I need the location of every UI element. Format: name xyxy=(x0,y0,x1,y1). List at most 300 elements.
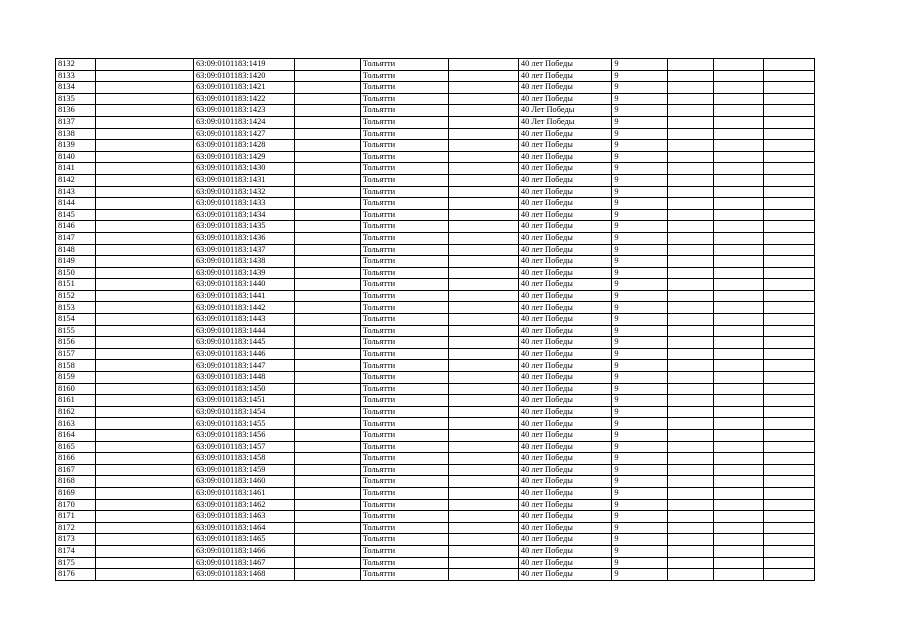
street-cell: 40 лет Победы xyxy=(518,314,611,326)
cadastral-number-cell: 63:09:0101183:1460 xyxy=(193,476,294,488)
empty-cell xyxy=(96,186,194,198)
empty-cell xyxy=(763,534,814,546)
house-number-cell: 9 xyxy=(612,302,668,314)
empty-cell xyxy=(713,372,763,384)
empty-cell xyxy=(668,464,714,476)
city-cell: Тольятти xyxy=(360,337,448,349)
city-cell: Тольятти xyxy=(360,70,448,82)
empty-cell xyxy=(668,337,714,349)
empty-cell xyxy=(763,59,814,71)
cadastral-number-cell: 63:09:0101183:1457 xyxy=(193,441,294,453)
city-cell: Тольятти xyxy=(360,453,448,465)
empty-cell xyxy=(763,151,814,163)
cadastral-number-cell: 63:09:0101183:1419 xyxy=(193,59,294,71)
table-row xyxy=(56,557,815,569)
empty-cell xyxy=(713,406,763,418)
street-cell: 40 лет Победы xyxy=(518,244,611,256)
table-row xyxy=(56,105,815,117)
city-cell: Тольятти xyxy=(360,290,448,302)
empty-cell xyxy=(763,267,814,279)
street-cell: 40 лет Победы xyxy=(518,163,611,175)
empty-cell xyxy=(668,453,714,465)
row-number-cell: 8145 xyxy=(56,209,96,221)
house-number-cell: 9 xyxy=(612,209,668,221)
empty-cell xyxy=(763,522,814,534)
cadastral-number-cell: 63:09:0101183:1421 xyxy=(193,82,294,94)
city-cell: Тольятти xyxy=(360,163,448,175)
empty-cell xyxy=(96,140,194,152)
street-cell: 40 лет Победы xyxy=(518,128,611,140)
empty-cell xyxy=(96,487,194,499)
empty-cell xyxy=(96,557,194,569)
house-number-cell: 9 xyxy=(612,140,668,152)
cadastral-number-cell: 63:09:0101183:1445 xyxy=(193,337,294,349)
row-number-cell: 8134 xyxy=(56,82,96,94)
row-number-cell: 8141 xyxy=(56,163,96,175)
empty-cell xyxy=(96,116,194,128)
house-number-cell: 9 xyxy=(612,186,668,198)
cadastral-number-cell: 63:09:0101183:1466 xyxy=(193,545,294,557)
empty-cell xyxy=(668,302,714,314)
empty-cell xyxy=(96,441,194,453)
street-cell: 40 лет Победы xyxy=(518,534,611,546)
row-number-cell: 8150 xyxy=(56,267,96,279)
empty-cell xyxy=(295,325,361,337)
cadastral-number-cell: 63:09:0101183:1454 xyxy=(193,406,294,418)
row-number-cell: 8175 xyxy=(56,557,96,569)
house-number-cell: 9 xyxy=(612,290,668,302)
empty-cell xyxy=(295,453,361,465)
row-number-cell: 8149 xyxy=(56,256,96,268)
cadastral-number-cell: 63:09:0101183:1429 xyxy=(193,151,294,163)
empty-cell xyxy=(763,93,814,105)
empty-cell xyxy=(295,70,361,82)
empty-cell xyxy=(295,105,361,117)
empty-cell xyxy=(448,198,518,210)
city-cell: Тольятти xyxy=(360,325,448,337)
house-number-cell: 9 xyxy=(612,476,668,488)
row-number-cell: 8173 xyxy=(56,534,96,546)
empty-cell xyxy=(763,279,814,291)
empty-cell xyxy=(763,325,814,337)
empty-cell xyxy=(295,128,361,140)
empty-cell xyxy=(96,256,194,268)
empty-cell xyxy=(295,499,361,511)
empty-cell xyxy=(763,360,814,372)
house-number-cell: 9 xyxy=(612,325,668,337)
empty-cell xyxy=(96,198,194,210)
cadastral-number-cell: 63:09:0101183:1448 xyxy=(193,372,294,384)
empty-cell xyxy=(96,244,194,256)
row-number-cell: 8167 xyxy=(56,464,96,476)
table-row xyxy=(56,151,815,163)
table-row xyxy=(56,464,815,476)
empty-cell xyxy=(96,499,194,511)
city-cell: Тольятти xyxy=(360,372,448,384)
empty-cell xyxy=(295,406,361,418)
row-number-cell: 8156 xyxy=(56,337,96,349)
empty-cell xyxy=(96,348,194,360)
empty-cell xyxy=(96,372,194,384)
cadastral-number-cell: 63:09:0101183:1450 xyxy=(193,383,294,395)
empty-cell xyxy=(713,198,763,210)
empty-cell xyxy=(448,511,518,523)
empty-cell xyxy=(448,70,518,82)
street-cell: 40 лет Победы xyxy=(518,59,611,71)
empty-cell xyxy=(668,163,714,175)
empty-cell xyxy=(96,267,194,279)
empty-cell xyxy=(668,430,714,442)
empty-cell xyxy=(763,418,814,430)
empty-cell xyxy=(295,534,361,546)
empty-cell xyxy=(763,163,814,175)
house-number-cell: 9 xyxy=(612,406,668,418)
empty-cell xyxy=(763,476,814,488)
empty-cell xyxy=(96,302,194,314)
empty-cell xyxy=(668,221,714,233)
street-cell: 40 лет Победы xyxy=(518,290,611,302)
empty-cell xyxy=(763,372,814,384)
table-row xyxy=(56,244,815,256)
row-number-cell: 8164 xyxy=(56,430,96,442)
empty-cell xyxy=(713,395,763,407)
empty-cell xyxy=(668,395,714,407)
empty-cell xyxy=(668,348,714,360)
empty-cell xyxy=(295,430,361,442)
empty-cell xyxy=(668,232,714,244)
street-cell: 40 лет Победы xyxy=(518,221,611,233)
empty-cell xyxy=(295,418,361,430)
empty-cell xyxy=(295,522,361,534)
empty-cell xyxy=(713,128,763,140)
city-cell: Тольятти xyxy=(360,244,448,256)
city-cell: Тольятти xyxy=(360,93,448,105)
empty-cell xyxy=(96,383,194,395)
empty-cell xyxy=(448,209,518,221)
house-number-cell: 9 xyxy=(612,128,668,140)
empty-cell xyxy=(668,174,714,186)
empty-cell xyxy=(668,372,714,384)
row-number-cell: 8144 xyxy=(56,198,96,210)
city-cell: Тольятти xyxy=(360,221,448,233)
cadastral-number-cell: 63:09:0101183:1430 xyxy=(193,163,294,175)
empty-cell xyxy=(448,569,518,581)
empty-cell xyxy=(668,487,714,499)
empty-cell xyxy=(448,279,518,291)
street-cell: 40 Лет Победы xyxy=(518,116,611,128)
empty-cell xyxy=(295,186,361,198)
empty-cell xyxy=(96,360,194,372)
street-cell: 40 лет Победы xyxy=(518,372,611,384)
city-cell: Тольятти xyxy=(360,545,448,557)
street-cell: 40 лет Победы xyxy=(518,186,611,198)
table-row xyxy=(56,487,815,499)
row-number-cell: 8132 xyxy=(56,59,96,71)
city-cell: Тольятти xyxy=(360,557,448,569)
cadastral-number-cell: 63:09:0101183:1436 xyxy=(193,232,294,244)
row-number-cell: 8136 xyxy=(56,105,96,117)
empty-cell xyxy=(763,256,814,268)
empty-cell xyxy=(448,406,518,418)
empty-cell xyxy=(96,325,194,337)
empty-cell xyxy=(713,116,763,128)
house-number-cell: 9 xyxy=(612,453,668,465)
empty-cell xyxy=(448,337,518,349)
empty-cell xyxy=(713,464,763,476)
cadastral-number-cell: 63:09:0101183:1459 xyxy=(193,464,294,476)
empty-cell xyxy=(448,441,518,453)
empty-cell xyxy=(668,406,714,418)
street-cell: 40 лет Победы xyxy=(518,256,611,268)
cadastral-number-cell: 63:09:0101183:1464 xyxy=(193,522,294,534)
row-number-cell: 8155 xyxy=(56,325,96,337)
empty-cell xyxy=(295,198,361,210)
table-row xyxy=(56,256,815,268)
cadastral-number-cell: 63:09:0101183:1444 xyxy=(193,325,294,337)
empty-cell xyxy=(763,569,814,581)
empty-cell xyxy=(713,511,763,523)
empty-cell xyxy=(668,314,714,326)
empty-cell xyxy=(295,360,361,372)
empty-cell xyxy=(763,70,814,82)
empty-cell xyxy=(713,302,763,314)
row-number-cell: 8165 xyxy=(56,441,96,453)
table-row xyxy=(56,569,815,581)
house-number-cell: 9 xyxy=(612,163,668,175)
table-row xyxy=(56,325,815,337)
empty-cell xyxy=(295,569,361,581)
empty-cell xyxy=(668,325,714,337)
empty-cell xyxy=(96,151,194,163)
empty-cell xyxy=(295,302,361,314)
row-number-cell: 8172 xyxy=(56,522,96,534)
street-cell: 40 Лет Победы xyxy=(518,105,611,117)
house-number-cell: 9 xyxy=(612,151,668,163)
cadastral-number-cell: 63:09:0101183:1442 xyxy=(193,302,294,314)
empty-cell xyxy=(448,151,518,163)
city-cell: Тольятти xyxy=(360,59,448,71)
empty-cell xyxy=(668,476,714,488)
empty-cell xyxy=(713,93,763,105)
empty-cell xyxy=(763,290,814,302)
table-row xyxy=(56,406,815,418)
empty-cell xyxy=(668,534,714,546)
empty-cell xyxy=(96,221,194,233)
table-row xyxy=(56,221,815,233)
empty-cell xyxy=(96,163,194,175)
empty-cell xyxy=(713,290,763,302)
city-cell: Тольятти xyxy=(360,267,448,279)
empty-cell xyxy=(713,151,763,163)
empty-cell xyxy=(763,244,814,256)
house-number-cell: 9 xyxy=(612,314,668,326)
row-number-cell: 8162 xyxy=(56,406,96,418)
row-number-cell: 8152 xyxy=(56,290,96,302)
cadastral-number-cell: 63:09:0101183:1424 xyxy=(193,116,294,128)
empty-cell xyxy=(295,290,361,302)
empty-cell xyxy=(763,557,814,569)
empty-cell xyxy=(713,534,763,546)
row-number-cell: 8142 xyxy=(56,174,96,186)
street-cell: 40 лет Победы xyxy=(518,232,611,244)
empty-cell xyxy=(448,499,518,511)
empty-cell xyxy=(763,453,814,465)
house-number-cell: 9 xyxy=(612,116,668,128)
table-row xyxy=(56,232,815,244)
row-number-cell: 8174 xyxy=(56,545,96,557)
cadastral-number-cell: 63:09:0101183:1431 xyxy=(193,174,294,186)
house-number-cell: 9 xyxy=(612,70,668,82)
empty-cell xyxy=(96,511,194,523)
city-cell: Тольятти xyxy=(360,534,448,546)
street-cell: 40 лет Победы xyxy=(518,464,611,476)
empty-cell xyxy=(763,383,814,395)
empty-cell xyxy=(96,279,194,291)
empty-cell xyxy=(295,464,361,476)
table-row xyxy=(56,70,815,82)
house-number-cell: 9 xyxy=(612,464,668,476)
table-row xyxy=(56,279,815,291)
city-cell: Тольятти xyxy=(360,499,448,511)
empty-cell xyxy=(96,290,194,302)
empty-cell xyxy=(295,511,361,523)
cadastral-number-cell: 63:09:0101183:1435 xyxy=(193,221,294,233)
empty-cell xyxy=(448,93,518,105)
empty-cell xyxy=(96,314,194,326)
street-cell: 40 лет Победы xyxy=(518,383,611,395)
empty-cell xyxy=(763,337,814,349)
street-cell: 40 лет Победы xyxy=(518,522,611,534)
city-cell: Тольятти xyxy=(360,198,448,210)
empty-cell xyxy=(295,372,361,384)
empty-cell xyxy=(448,267,518,279)
cadastral-number-cell: 63:09:0101183:1433 xyxy=(193,198,294,210)
house-number-cell: 9 xyxy=(612,198,668,210)
empty-cell xyxy=(763,406,814,418)
city-cell: Тольятти xyxy=(360,105,448,117)
table-row xyxy=(56,290,815,302)
empty-cell xyxy=(448,302,518,314)
city-cell: Тольятти xyxy=(360,348,448,360)
empty-cell xyxy=(295,441,361,453)
row-number-cell: 8171 xyxy=(56,511,96,523)
city-cell: Тольятти xyxy=(360,151,448,163)
empty-cell xyxy=(295,256,361,268)
cadastral-number-cell: 63:09:0101183:1465 xyxy=(193,534,294,546)
house-number-cell: 9 xyxy=(612,522,668,534)
street-cell: 40 лет Победы xyxy=(518,569,611,581)
house-number-cell: 9 xyxy=(612,511,668,523)
empty-cell xyxy=(448,59,518,71)
empty-cell xyxy=(448,221,518,233)
cadastral-number-cell: 63:09:0101183:1434 xyxy=(193,209,294,221)
empty-cell xyxy=(448,453,518,465)
empty-cell xyxy=(668,383,714,395)
street-cell: 40 лет Победы xyxy=(518,453,611,465)
empty-cell xyxy=(668,93,714,105)
table-row xyxy=(56,476,815,488)
city-cell: Тольятти xyxy=(360,360,448,372)
empty-cell xyxy=(448,128,518,140)
empty-cell xyxy=(763,174,814,186)
empty-cell xyxy=(96,93,194,105)
street-cell: 40 лет Победы xyxy=(518,82,611,94)
house-number-cell: 9 xyxy=(612,82,668,94)
cadastral-number-cell: 63:09:0101183:1456 xyxy=(193,430,294,442)
street-cell: 40 лет Победы xyxy=(518,151,611,163)
house-number-cell: 9 xyxy=(612,267,668,279)
cadastral-number-cell: 63:09:0101183:1441 xyxy=(193,290,294,302)
street-cell: 40 лет Победы xyxy=(518,302,611,314)
street-cell: 40 лет Победы xyxy=(518,476,611,488)
cadastral-number-cell: 63:09:0101183:1467 xyxy=(193,557,294,569)
empty-cell xyxy=(295,116,361,128)
empty-cell xyxy=(763,140,814,152)
house-number-cell: 9 xyxy=(612,557,668,569)
city-cell: Тольятти xyxy=(360,441,448,453)
empty-cell xyxy=(448,348,518,360)
city-cell: Тольятти xyxy=(360,464,448,476)
empty-cell xyxy=(96,464,194,476)
cadastral-number-cell: 63:09:0101183:1420 xyxy=(193,70,294,82)
empty-cell xyxy=(668,557,714,569)
empty-cell xyxy=(763,464,814,476)
empty-cell xyxy=(295,557,361,569)
street-cell: 40 лет Победы xyxy=(518,395,611,407)
empty-cell xyxy=(763,314,814,326)
cadastral-number-cell: 63:09:0101183:1432 xyxy=(193,186,294,198)
empty-cell xyxy=(763,221,814,233)
table-row xyxy=(56,383,815,395)
empty-cell xyxy=(448,476,518,488)
empty-cell xyxy=(763,430,814,442)
empty-cell xyxy=(96,545,194,557)
empty-cell xyxy=(763,105,814,117)
empty-cell xyxy=(713,221,763,233)
empty-cell xyxy=(713,476,763,488)
empty-cell xyxy=(448,325,518,337)
empty-cell xyxy=(96,337,194,349)
empty-cell xyxy=(668,82,714,94)
city-cell: Тольятти xyxy=(360,186,448,198)
empty-cell xyxy=(713,279,763,291)
empty-cell xyxy=(96,569,194,581)
empty-cell xyxy=(713,314,763,326)
empty-cell xyxy=(448,372,518,384)
house-number-cell: 9 xyxy=(612,430,668,442)
table-row xyxy=(56,441,815,453)
house-number-cell: 9 xyxy=(612,174,668,186)
empty-cell xyxy=(668,279,714,291)
empty-cell xyxy=(96,82,194,94)
street-cell: 40 лет Победы xyxy=(518,348,611,360)
house-number-cell: 9 xyxy=(612,499,668,511)
table-row xyxy=(56,499,815,511)
empty-cell xyxy=(668,209,714,221)
table-row xyxy=(56,174,815,186)
city-cell: Тольятти xyxy=(360,395,448,407)
empty-cell xyxy=(295,314,361,326)
table-row xyxy=(56,198,815,210)
table-row xyxy=(56,534,815,546)
empty-cell xyxy=(96,430,194,442)
street-cell: 40 лет Победы xyxy=(518,511,611,523)
street-cell: 40 лет Победы xyxy=(518,545,611,557)
table-row xyxy=(56,348,815,360)
empty-cell xyxy=(448,383,518,395)
street-cell: 40 лет Победы xyxy=(518,441,611,453)
row-number-cell: 8151 xyxy=(56,279,96,291)
